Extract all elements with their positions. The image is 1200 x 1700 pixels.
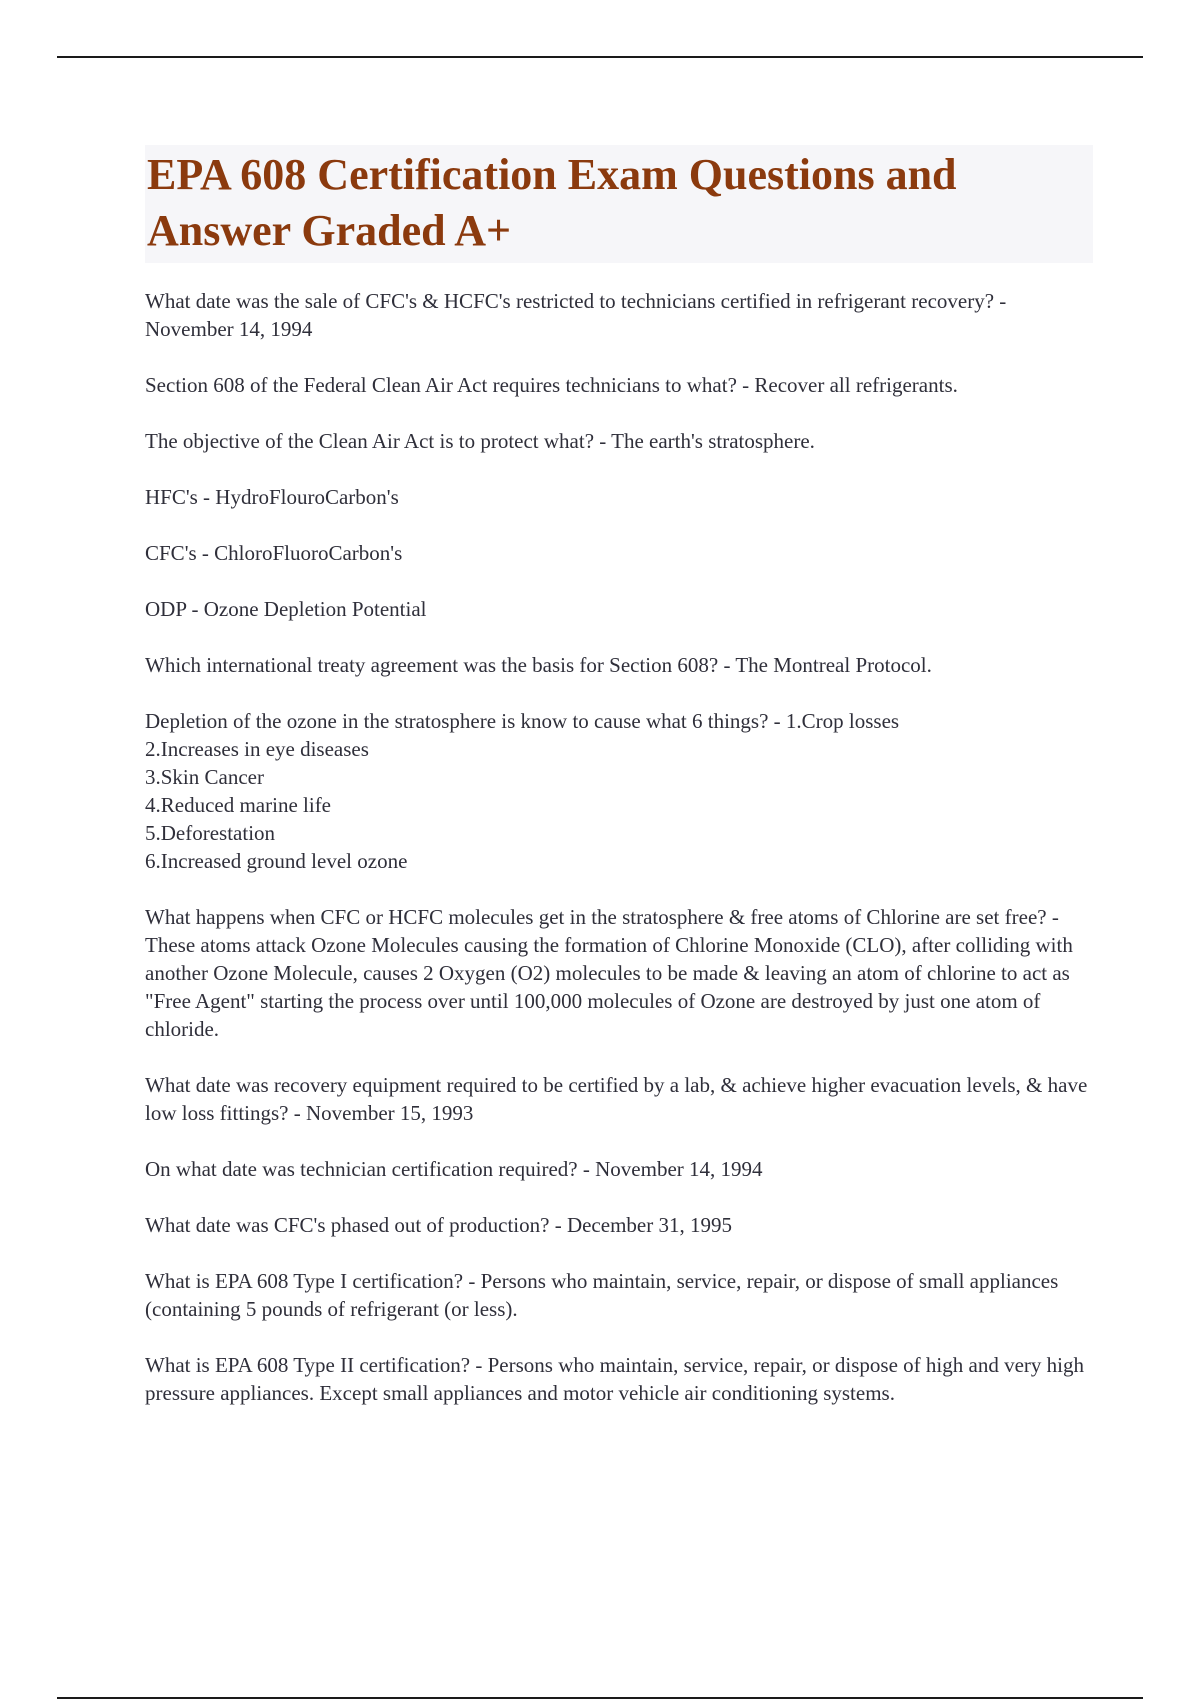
- qa-item: What happens when CFC or HCFC molecules get in the stratosphere & free atoms of Chlorine are set free? - These atoms attack Ozone Molecules causing the formation of Chlorine Monoxide (CLO), after colliding with another Ozone Molecule, causes 2 Oxygen (O2) molecules to be made & leaving an atom of chlorine to act as "Free Agent" starting the process over until 100,000 molecules of Ozone are destroyed by just one atom of chloride.: [145, 905, 1073, 1041]
- qa-item: CFC's - ChloroFluoroCarbon's: [145, 541, 403, 565]
- qa-item: HFC's - HydroFlouroCarbon's: [145, 485, 399, 509]
- qa-item: What is EPA 608 Type II certification? - Persons who maintain, service, repair, or dispose of high and very high pressure appliances. Except small appliances and motor vehicle air conditioning systems.: [145, 1353, 1084, 1405]
- bottom-rule: [57, 1697, 1143, 1699]
- document-body: [145, 145, 1093, 1435]
- qa-item: What date was recovery equipment required to be certified by a lab, & achieve higher evacuation levels, & have low loss fittings? - November 15, 1993: [145, 1073, 1088, 1125]
- qa-item: What date was CFC's phased out of production? - December 31, 1995: [145, 1213, 732, 1237]
- qa-item-list: Depletion of the ozone in the stratosphere is know to cause what 6 things? - 1.Crop losses 2.Increases in eye diseases 3.Skin Cancer 4.Reduced marine life 5.Deforestation 6.Increased ground level ozone: [145, 709, 900, 873]
- qa-item: What date was the sale of CFC's & HCFC's restricted to technicians certified in refrigerant recovery? - November 14, 1994: [145, 289, 1007, 341]
- top-rule: [57, 56, 1143, 58]
- qa-list: [145, 287, 1093, 1407]
- qa-item: On what date was technician certification required? - November 14, 1994: [145, 1157, 763, 1181]
- qa-item: ODP - Ozone Depletion Potential: [145, 597, 427, 621]
- qa-item: The objective of the Clean Air Act is to protect what? - The earth's stratosphere.: [145, 429, 815, 453]
- qa-item: Which international treaty agreement was the basis for Section 608? - The Montreal Protocol.: [145, 653, 932, 677]
- qa-item: What is EPA 608 Type I certification? - Persons who maintain, service, repair, or dispose of small appliances (containing 5 pounds of refrigerant (or less).: [145, 1269, 1059, 1321]
- qa-item: Section 608 of the Federal Clean Air Act requires technicians to what? - Recover all refrigerants.: [145, 373, 958, 397]
- document-title: EPA 608 Certification Exam Questions and Answer Graded A+: [145, 145, 1093, 263]
